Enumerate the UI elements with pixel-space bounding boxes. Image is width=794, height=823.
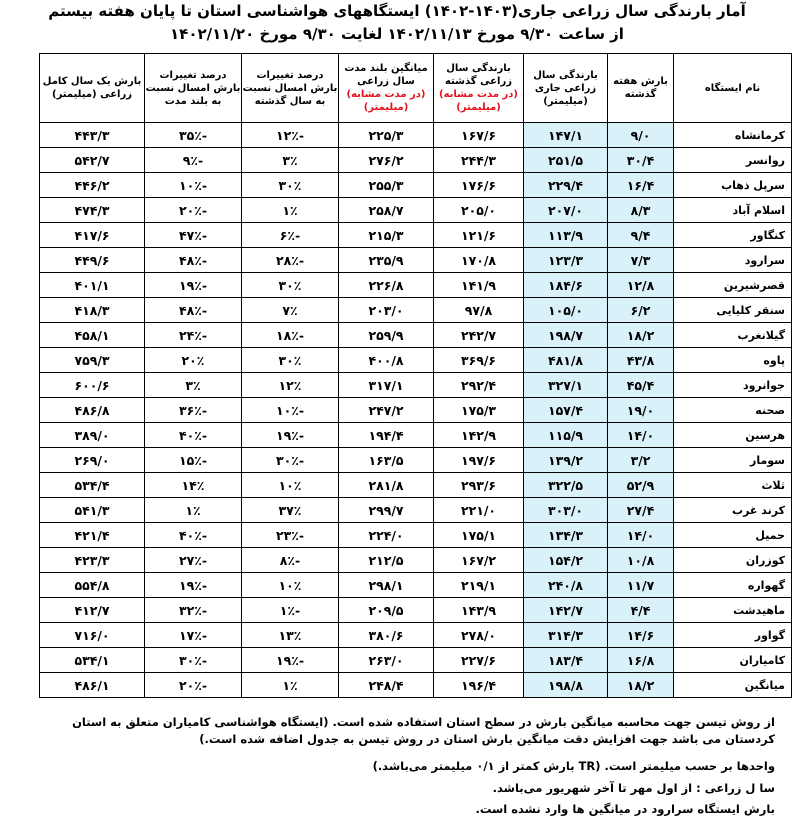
- pct-last-year-cell: ۱٪: [242, 673, 339, 698]
- table-row: [40, 598, 792, 623]
- header-current-year: بارندگی سال زراعی جاری (میلیمتر): [524, 54, 608, 123]
- full-year-cell: ۵۵۴/۸: [40, 573, 145, 598]
- current-year-cell: ۱۳۹/۲: [524, 448, 608, 473]
- weekly-rain-cell: ۸/۳: [608, 198, 674, 223]
- header-station: نام ایستگاه: [674, 54, 792, 123]
- last-year-cell: ۱۲۱/۶: [434, 223, 524, 248]
- rainfall-table: [39, 53, 792, 698]
- long-term-cell: ۲۵۸/۷: [339, 198, 434, 223]
- pct-last-year-cell: ۱٪: [242, 198, 339, 223]
- long-term-cell: ۲۶۳/۰: [339, 648, 434, 673]
- current-year-cell: ۱۸۴/۶: [524, 273, 608, 298]
- last-year-cell: ۲۹۳/۶: [434, 473, 524, 498]
- weekly-rain-cell: ۱۱/۷: [608, 573, 674, 598]
- full-year-cell: ۴۲۱/۴: [40, 523, 145, 548]
- long-term-cell: ۳۱۷/۱: [339, 373, 434, 398]
- pct-long-term-cell: -۳۰٪: [145, 648, 242, 673]
- long-term-cell: ۲۰۹/۵: [339, 598, 434, 623]
- current-year-cell: ۲۴۰/۸: [524, 573, 608, 598]
- table-row: [40, 298, 792, 323]
- weekly-rain-cell: ۹/۴: [608, 223, 674, 248]
- table-row: [40, 623, 792, 648]
- table-row: [40, 273, 792, 298]
- full-year-cell: ۶۰۰/۶: [40, 373, 145, 398]
- station-name-cell: کرند غرب: [674, 498, 792, 523]
- pct-long-term-cell: -۱۵٪: [145, 448, 242, 473]
- note-thiessen: از روش تیسن جهت محاسبه میانگین بارش در سطح استان استفاده شده است. (ایستگاه هواشناسی کامیاران متعلق به استان کردستان می باشد جهت افزایش دقت میانگین بارش استان در روش تیسن به جدول اضافه شده است.): [72, 715, 775, 746]
- weekly-rain-cell: ۲۷/۴: [608, 498, 674, 523]
- long-term-cell: ۲۵۹/۹: [339, 323, 434, 348]
- full-year-cell: ۵۴۱/۳: [40, 498, 145, 523]
- current-year-cell: ۳۱۴/۳: [524, 623, 608, 648]
- header-weekly-rain: بارش هفته گذشته: [608, 54, 674, 123]
- weekly-rain-cell: ۳۰/۴: [608, 148, 674, 173]
- current-year-cell: ۱۱۵/۹: [524, 423, 608, 448]
- weekly-rain-cell: ۱۰/۸: [608, 548, 674, 573]
- pct-last-year-cell: -۸٪: [242, 548, 339, 573]
- current-year-cell: ۲۵۱/۵: [524, 148, 608, 173]
- station-name-cell: ثلاث: [674, 473, 792, 498]
- pct-long-term-cell: -۳۵٪: [145, 123, 242, 148]
- station-name-cell: اسلام آباد: [674, 198, 792, 223]
- pct-last-year-cell: -۱۹٪: [242, 423, 339, 448]
- station-name-cell: ماهیدشت: [674, 598, 792, 623]
- station-name-cell: صحنه: [674, 398, 792, 423]
- table-row: [40, 548, 792, 573]
- table-row: [40, 473, 792, 498]
- table-header-row: [40, 54, 792, 123]
- station-name-cell: سنقر کلیایی: [674, 298, 792, 323]
- pct-last-year-cell: ۱۰٪: [242, 573, 339, 598]
- header-full-year: بارش یک سال کامل زراعی (میلیمتر): [40, 54, 145, 123]
- table-row: [40, 148, 792, 173]
- station-name-cell: گهواره: [674, 573, 792, 598]
- pct-last-year-cell: ۳٪: [242, 148, 339, 173]
- full-year-cell: ۴۱۷/۶: [40, 223, 145, 248]
- weekly-rain-cell: ۵۲/۹: [608, 473, 674, 498]
- note-crop-year: سا ل زراعی : از اول مهر تا آخر شهریور می‌باشد.: [492, 781, 775, 795]
- current-year-cell: ۲۰۷/۰: [524, 198, 608, 223]
- last-year-cell: ۱۶۷/۲: [434, 548, 524, 573]
- last-year-cell: ۱۶۷/۶: [434, 123, 524, 148]
- weekly-rain-cell: ۴۳/۸: [608, 348, 674, 373]
- full-year-cell: ۴۸۶/۸: [40, 398, 145, 423]
- weekly-rain-cell: ۱۶/۴: [608, 173, 674, 198]
- last-year-cell: ۲۲۱/۰: [434, 498, 524, 523]
- full-year-cell: ۴۱۲/۷: [40, 598, 145, 623]
- table-row: [40, 423, 792, 448]
- pct-last-year-cell: -۲۸٪: [242, 248, 339, 273]
- weekly-rain-cell: ۴۵/۴: [608, 373, 674, 398]
- note-units: واحدها بر حسب میلیمتر است. (TR بارش کمتر از ۰/۱ میلیمتر می‌باشد.): [372, 759, 775, 773]
- table-row: [40, 223, 792, 248]
- last-year-cell: ۱۴۳/۹: [434, 598, 524, 623]
- note-sararud: بارش ایستگاه سرارود در میانگین ها وارد نشده است.: [475, 802, 775, 816]
- last-year-cell: ۲۲۷/۶: [434, 648, 524, 673]
- weekly-rain-cell: ۱۸/۲: [608, 323, 674, 348]
- weekly-rain-cell: ۱۸/۲: [608, 673, 674, 698]
- pct-long-term-cell: -۲۴٪: [145, 323, 242, 348]
- table-row: [40, 673, 792, 698]
- pct-long-term-cell: -۲۷٪: [145, 548, 242, 573]
- pct-last-year-cell: -۶٪: [242, 223, 339, 248]
- full-year-cell: ۴۴۳/۳: [40, 123, 145, 148]
- last-year-cell: ۲۴۴/۳: [434, 148, 524, 173]
- long-term-cell: ۲۳۵/۹: [339, 248, 434, 273]
- weekly-rain-cell: ۱۶/۸: [608, 648, 674, 673]
- current-year-cell: ۱۹۸/۸: [524, 673, 608, 698]
- station-name-cell: سرارود: [674, 248, 792, 273]
- long-term-cell: ۲۱۲/۵: [339, 548, 434, 573]
- pct-last-year-cell: ۱۲٪: [242, 373, 339, 398]
- pct-last-year-cell: -۱٪: [242, 598, 339, 623]
- table-row: [40, 198, 792, 223]
- weekly-rain-cell: ۱۴/۰: [608, 423, 674, 448]
- header-long-term: میانگین بلند مدت سال زراعی (در مدت مشابه) (میلیمتر): [339, 54, 434, 123]
- pct-long-term-cell: -۴۰٪: [145, 523, 242, 548]
- full-year-cell: ۴۸۶/۱: [40, 673, 145, 698]
- current-year-cell: ۱۹۸/۷: [524, 323, 608, 348]
- table-row: [40, 323, 792, 348]
- pct-last-year-cell: ۱۰٪: [242, 473, 339, 498]
- pct-long-term-cell: -۱۰٪: [145, 173, 242, 198]
- station-name-cell: کامیاران: [674, 648, 792, 673]
- pct-last-year-cell: -۳۰٪: [242, 448, 339, 473]
- last-year-cell: ۱۷۵/۳: [434, 398, 524, 423]
- station-name-cell: سرپل ذهاب: [674, 173, 792, 198]
- full-year-cell: ۴۷۴/۳: [40, 198, 145, 223]
- pct-long-term-cell: -۴۰٪: [145, 423, 242, 448]
- last-year-cell: ۱۴۲/۹: [434, 423, 524, 448]
- table-row: [40, 248, 792, 273]
- report-title: آمار بارندگی سال زراعی جاری(۱۴۰۳-۱۴۰۲) ایستگاههای هواشناسی استان تا پایان هفته بیستم: [48, 2, 746, 20]
- current-year-cell: ۳۰۳/۰: [524, 498, 608, 523]
- table-row: [40, 373, 792, 398]
- full-year-cell: ۵۴۲/۷: [40, 148, 145, 173]
- current-year-cell: ۳۲۲/۵: [524, 473, 608, 498]
- full-year-cell: ۴۲۳/۳: [40, 548, 145, 573]
- current-year-cell: ۱۸۳/۴: [524, 648, 608, 673]
- current-year-cell: ۱۰۵/۰: [524, 298, 608, 323]
- current-year-cell: ۱۱۳/۹: [524, 223, 608, 248]
- long-term-cell: ۲۰۳/۰: [339, 298, 434, 323]
- pct-long-term-cell: -۴۸٪: [145, 298, 242, 323]
- table-row: [40, 348, 792, 373]
- pct-long-term-cell: ۱۴٪: [145, 473, 242, 498]
- table-row: [40, 123, 792, 148]
- long-term-cell: ۲۷۶/۲: [339, 148, 434, 173]
- pct-long-term-cell: -۲۰٪: [145, 198, 242, 223]
- full-year-cell: ۴۱۸/۳: [40, 298, 145, 323]
- last-year-cell: ۱۹۶/۴: [434, 673, 524, 698]
- table-row: [40, 523, 792, 548]
- station-name-cell: گواور: [674, 623, 792, 648]
- station-name-cell: پاوه: [674, 348, 792, 373]
- pct-last-year-cell: ۳۰٪: [242, 173, 339, 198]
- station-name-cell: جوانرود: [674, 373, 792, 398]
- last-year-cell: ۱۷۰/۸: [434, 248, 524, 273]
- last-year-cell: ۱۷۶/۶: [434, 173, 524, 198]
- last-year-cell: ۱۹۷/۶: [434, 448, 524, 473]
- full-year-cell: ۳۸۹/۰: [40, 423, 145, 448]
- weekly-rain-cell: ۶/۲: [608, 298, 674, 323]
- pct-long-term-cell: ۳٪: [145, 373, 242, 398]
- table-row: [40, 498, 792, 523]
- pct-long-term-cell: -۳۶٪: [145, 398, 242, 423]
- long-term-cell: ۲۴۷/۲: [339, 398, 434, 423]
- pct-long-term-cell: -۱۹٪: [145, 573, 242, 598]
- header-last-year: بارندگی سال زراعی گذشته (در مدت مشابه) (میلیمتر): [434, 54, 524, 123]
- current-year-cell: ۳۲۷/۱: [524, 373, 608, 398]
- long-term-cell: ۲۲۵/۳: [339, 123, 434, 148]
- pct-long-term-cell: -۹٪: [145, 148, 242, 173]
- station-name-cell: هرسین: [674, 423, 792, 448]
- pct-long-term-cell: ۱٪: [145, 498, 242, 523]
- pct-long-term-cell: ۲۰٪: [145, 348, 242, 373]
- station-name-cell: میانگین: [674, 673, 792, 698]
- last-year-cell: ۲۰۵/۰: [434, 198, 524, 223]
- long-term-cell: ۲۹۹/۷: [339, 498, 434, 523]
- station-name-cell: قصرشیرین: [674, 273, 792, 298]
- pct-last-year-cell: -۱۰٪: [242, 398, 339, 423]
- long-term-cell: ۲۵۵/۳: [339, 173, 434, 198]
- table-row: [40, 648, 792, 673]
- long-term-cell: ۱۹۴/۴: [339, 423, 434, 448]
- weekly-rain-cell: ۱۲/۸: [608, 273, 674, 298]
- station-name-cell: گیلانغرب: [674, 323, 792, 348]
- current-year-cell: ۲۲۹/۴: [524, 173, 608, 198]
- full-year-cell: ۷۱۶/۰: [40, 623, 145, 648]
- table-row: [40, 448, 792, 473]
- full-year-cell: ۴۰۱/۱: [40, 273, 145, 298]
- long-term-cell: ۲۹۸/۱: [339, 573, 434, 598]
- pct-long-term-cell: -۳۲٪: [145, 598, 242, 623]
- long-term-cell: ۱۶۳/۵: [339, 448, 434, 473]
- station-name-cell: روانسر: [674, 148, 792, 173]
- full-year-cell: ۴۴۹/۶: [40, 248, 145, 273]
- table-row: [40, 573, 792, 598]
- full-year-cell: ۴۵۸/۱: [40, 323, 145, 348]
- current-year-cell: ۱۵۴/۲: [524, 548, 608, 573]
- pct-long-term-cell: -۴۸٪: [145, 248, 242, 273]
- pct-last-year-cell: -۱۹٪: [242, 648, 339, 673]
- last-year-cell: ۲۱۹/۱: [434, 573, 524, 598]
- pct-long-term-cell: -۲۰٪: [145, 673, 242, 698]
- weekly-rain-cell: ۱۹/۰: [608, 398, 674, 423]
- last-year-cell: ۲۹۲/۴: [434, 373, 524, 398]
- header-pct-last-year: درصد تغییرات بارش امسال نسبت به سال گذشته: [242, 54, 339, 123]
- long-term-cell: ۴۰۰/۸: [339, 348, 434, 373]
- pct-last-year-cell: ۳۰٪: [242, 273, 339, 298]
- current-year-cell: ۱۵۷/۴: [524, 398, 608, 423]
- weekly-rain-cell: ۱۴/۶: [608, 623, 674, 648]
- last-year-cell: ۳۶۹/۶: [434, 348, 524, 373]
- last-year-cell: ۹۷/۸: [434, 298, 524, 323]
- pct-last-year-cell: ۷٪: [242, 298, 339, 323]
- report-date-range: از ساعت ۹/۳۰ مورخ ۱۴۰۲/۱۱/۱۳ لغایت ۹/۳۰ مورخ ۱۴۰۲/۱۱/۲۰: [170, 25, 624, 43]
- weekly-rain-cell: ۴/۴: [608, 598, 674, 623]
- pct-last-year-cell: ۳۷٪: [242, 498, 339, 523]
- last-year-cell: ۲۴۲/۷: [434, 323, 524, 348]
- pct-long-term-cell: -۱۹٪: [145, 273, 242, 298]
- weekly-rain-cell: ۷/۳: [608, 248, 674, 273]
- full-year-cell: ۵۳۴/۴: [40, 473, 145, 498]
- last-year-cell: ۲۷۸/۰: [434, 623, 524, 648]
- pct-last-year-cell: -۱۸٪: [242, 323, 339, 348]
- current-year-cell: ۴۸۱/۸: [524, 348, 608, 373]
- full-year-cell: ۷۵۹/۳: [40, 348, 145, 373]
- pct-long-term-cell: -۴۷٪: [145, 223, 242, 248]
- station-name-cell: کوزران: [674, 548, 792, 573]
- last-year-cell: ۱۴۱/۹: [434, 273, 524, 298]
- last-year-cell: ۱۷۵/۱: [434, 523, 524, 548]
- weekly-rain-cell: ۹/۰: [608, 123, 674, 148]
- table-row: [40, 173, 792, 198]
- long-term-cell: ۲۲۶/۸: [339, 273, 434, 298]
- long-term-cell: ۳۸۰/۶: [339, 623, 434, 648]
- current-year-cell: ۱۲۳/۳: [524, 248, 608, 273]
- table-row: [40, 398, 792, 423]
- full-year-cell: ۲۶۹/۰: [40, 448, 145, 473]
- long-term-cell: ۲۲۴/۰: [339, 523, 434, 548]
- current-year-cell: ۱۴۷/۱: [524, 123, 608, 148]
- station-name-cell: سومار: [674, 448, 792, 473]
- long-term-cell: ۲۴۸/۴: [339, 673, 434, 698]
- pct-long-term-cell: -۱۷٪: [145, 623, 242, 648]
- weekly-rain-cell: ۳/۲: [608, 448, 674, 473]
- current-year-cell: ۱۳۴/۳: [524, 523, 608, 548]
- header-pct-long-term: درصد تغییرات بارش امسال نسبت به بلند مدت: [145, 54, 242, 123]
- pct-last-year-cell: -۱۲٪: [242, 123, 339, 148]
- station-name-cell: کنگاور: [674, 223, 792, 248]
- current-year-cell: ۱۴۲/۷: [524, 598, 608, 623]
- full-year-cell: ۴۴۶/۲: [40, 173, 145, 198]
- pct-last-year-cell: ۳۰٪: [242, 348, 339, 373]
- station-name-cell: حمیل: [674, 523, 792, 548]
- long-term-cell: ۲۱۵/۳: [339, 223, 434, 248]
- pct-last-year-cell: ۱۳٪: [242, 623, 339, 648]
- full-year-cell: ۵۳۴/۱: [40, 648, 145, 673]
- pct-last-year-cell: -۲۳٪: [242, 523, 339, 548]
- station-name-cell: کرمانشاه: [674, 123, 792, 148]
- weekly-rain-cell: ۱۴/۰: [608, 523, 674, 548]
- long-term-cell: ۲۸۱/۸: [339, 473, 434, 498]
